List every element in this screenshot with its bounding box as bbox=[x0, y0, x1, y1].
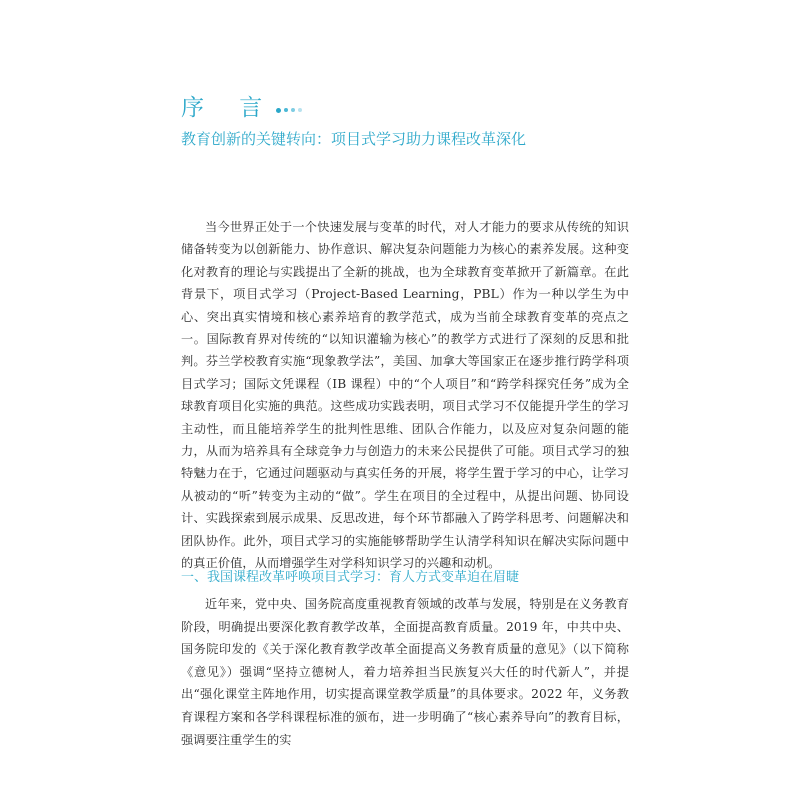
chapter-header bbox=[181, 94, 305, 122]
decorative-dots-icon bbox=[276, 108, 305, 113]
dot-icon bbox=[291, 108, 295, 112]
section-text-block bbox=[181, 593, 629, 751]
intro-text-block bbox=[181, 216, 629, 575]
dot-icon bbox=[284, 108, 288, 112]
section-heading: 一、我国课程改革呼唤项目式学习：育人方式变革迫在眉睫 bbox=[181, 570, 520, 585]
paragraph: 当今世界正处于一个快速发展与变革的时代，对人才能力的要求从传统的知识储备转变为以创新能力、协作意识、解决复杂问题能力为核心的素养发展。这种变化对教育的理论与实践提出了全新的挑战，也为全球教育变革掀开了新篇章。在此背景下，项目式学习（Project-Based Learning，PBL）作为一种以学生为中心、突出真实情境和核心素养培育的教学范式，成为当前全球教育变革的亮点之一。国际教育界对传统的“以知识灌输为核心”的教学方式进行了深刻的反思和批判。芬兰学校教育实施“现象教学法”，美国、加拿大等国家正在逐步推行跨学科项目式学习；国际文凭课程（IB 课程）中的“个人项目”和“跨学科探究任务”成为全球教育项目化实施的典范。这些成功实践表明，项目式学习不仅能提升学生的学习主动性，而且能培养学生的批判性思维、团队合作能力，以及应对复杂问题的能力，从而为培养具有全球竞争力与创造力的未来公民提供了可能。项目式学习的独特魅力在于，它通过问题驱动与真实任务的开展，将学生置于学习的中心，让学习从被动的“听”转变为主动的“做”。学生在项目的全过程中，从提出问题、协同设计、实践探索到展示成果、反思改进，每个环节都融入了跨学科思考、问题解决和团队协作。此外，项目式学习的实施能够帮助学生认清学科知识在解决实际问题中的真正价值，从而增强学生对学科知识学习的兴趣和动机。 bbox=[181, 220, 629, 571]
paragraph: 近年来，党中央、国务院高度重视教育领域的改革与发展，特别是在义务教育阶段，明确提出要深化教育教学改革，全面提高教育质量。2019 年，中共中央、国务院印发的《关于深化教育教学改革全面提高义务教育质量的意见》（以下简称《意见》）强调“坚持立德树人，着力培养担当民族复兴大任的时代新人”，并提出“强化课堂主阵地作用，切实提高课堂教学质量”的具体要求。2022 年，义务教育课程方案和各学科课程标准的颁布，进一步明确了“核心素养导向”的教育目标，强调要注重学生的实 bbox=[181, 597, 629, 747]
dot-icon bbox=[276, 108, 281, 113]
chapter-title: 序 言 bbox=[181, 95, 277, 121]
chapter-subtitle: 教育创新的关键转向：项目式学习助力课程改革深化 bbox=[181, 130, 527, 148]
dot-icon bbox=[298, 108, 302, 112]
